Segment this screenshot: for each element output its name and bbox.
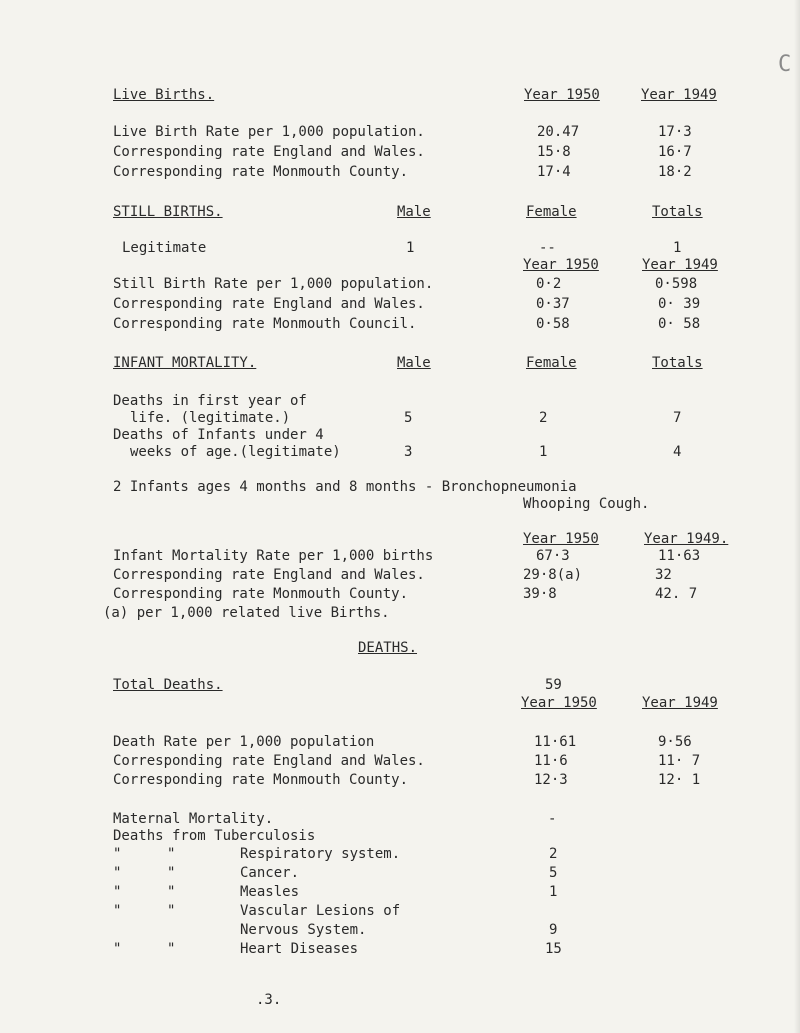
maternal-mortality-label: Maternal Mortality. [113, 811, 274, 827]
cause-value: 5 [549, 865, 558, 881]
still-births-row-label: Corresponding rate Monmouth Council. [113, 316, 417, 332]
infant-deaths-four-weeks-label: weeks of age.(legitimate) [130, 444, 341, 460]
infant-deaths-first-year-male: 5 [404, 410, 413, 426]
cause-label: Nervous System. [240, 922, 367, 938]
still-births-row-label: Still Birth Rate per 1,000 population. [113, 276, 434, 292]
infant-deaths-first-year-female: 2 [539, 410, 548, 426]
infant-mortality-row-label: Infant Mortality Rate per 1,000 births [113, 548, 434, 564]
still-births-legit-male: 1 [406, 240, 415, 256]
infant-deaths-first-year-label: life. (legitimate.) [130, 410, 291, 426]
infant-deaths-four-weeks-female: 1 [539, 444, 548, 460]
deaths-row-1950: 12·3 [534, 772, 568, 788]
cause-value: 1 [549, 884, 558, 900]
deaths-row-1949: 9·56 [658, 734, 692, 750]
still-births-col-male: Male [397, 204, 431, 220]
total-deaths-label: Total Deaths. [113, 677, 223, 693]
page-edge-shadow [794, 0, 800, 1033]
cause-label: Respiratory system. [240, 846, 401, 862]
ditto-mark: " [167, 903, 176, 919]
infant-mortality-row-1949: 11·63 [658, 548, 701, 564]
still-births-col-1949: Year 1949 [642, 257, 718, 273]
infant-mortality-footnote: (a) per 1,000 related live Births. [103, 605, 390, 621]
infant-mortality-row-1950: 29·8(a) [523, 567, 583, 583]
cause-value: 2 [549, 846, 558, 862]
cause-label: Vascular Lesions of [240, 903, 401, 919]
deaths-row-1950: 11·61 [534, 734, 577, 750]
page-number: .3. [256, 992, 282, 1008]
still-births-row-1949: 0·598 [655, 276, 698, 292]
still-births-row-1950: 0·58 [536, 316, 570, 332]
live-births-row-label: Corresponding rate England and Wales. [113, 144, 425, 160]
deaths-col-1949: Year 1949 [642, 695, 718, 711]
infant-mortality-row-label: Corresponding rate England and Wales. [113, 567, 425, 583]
ditto-mark: " [167, 846, 176, 862]
ditto-mark: " [167, 865, 176, 881]
infant-mortality-row-1950: 67·3 [536, 548, 570, 564]
live-births-row-1950: 20.47 [537, 124, 580, 140]
infant-mortality-heading: INFANT MORTALITY. [113, 355, 257, 371]
infant-mortality-row-label: Corresponding rate Monmouth County. [113, 586, 409, 602]
live-births-row-1950: 15·8 [537, 144, 571, 160]
total-deaths-value: 59 [545, 677, 562, 693]
live-births-row-1950: 17·4 [537, 164, 571, 180]
still-births-row-label: Corresponding rate England and Wales. [113, 296, 425, 312]
still-births-legit-total: 1 [673, 240, 682, 256]
ditto-mark: " [113, 941, 122, 957]
still-births-col-1950: Year 1950 [523, 257, 599, 273]
live-births-col-1949: Year 1949 [641, 87, 717, 103]
deaths-row-label: Death Rate per 1,000 population [113, 734, 375, 750]
live-births-row-1949: 16·7 [658, 144, 692, 160]
ditto-mark: " [167, 941, 176, 957]
live-births-row-1949: 17·3 [658, 124, 692, 140]
still-births-col-female: Female [526, 204, 577, 220]
ditto-mark: " [113, 903, 122, 919]
maternal-mortality-value: - [548, 811, 557, 827]
still-births-legit-label: Legitimate [122, 240, 207, 256]
cause-label: Heart Diseases [240, 941, 359, 957]
still-births-legit-female: -- [539, 240, 556, 256]
infant-mortality-col-male: Male [397, 355, 431, 371]
infant-deaths-four-weeks-label: Deaths of Infants under 4 [113, 427, 324, 443]
cause-value: 15 [545, 941, 562, 957]
infant-mortality-col-totals: Totals [652, 355, 703, 371]
infant-mortality-col-1950: Year 1950 [523, 531, 599, 547]
live-births-row-1949: 18·2 [658, 164, 692, 180]
deaths-row-label: Corresponding rate England and Wales. [113, 753, 425, 769]
infant-deaths-four-weeks-male: 3 [404, 444, 413, 460]
ditto-mark: " [167, 884, 176, 900]
infant-cause-note: Whooping Cough. [523, 496, 650, 512]
ditto-mark: " [113, 865, 122, 881]
still-births-col-totals: Totals [652, 204, 703, 220]
deaths-row-1950: 11·6 [534, 753, 568, 769]
deaths-row-label: Corresponding rate Monmouth County. [113, 772, 409, 788]
infant-mortality-row-1949: 32 [655, 567, 672, 583]
infant-deaths-four-weeks-total: 4 [673, 444, 682, 460]
still-births-row-1950: 0·2 [536, 276, 562, 292]
ditto-mark: " [113, 884, 122, 900]
still-births-row-1949: 0· 58 [658, 316, 701, 332]
live-births-row-label: Corresponding rate Monmouth County. [113, 164, 409, 180]
live-births-row-label: Live Birth Rate per 1,000 population. [113, 124, 425, 140]
cause-label: Cancer. [240, 865, 300, 881]
live-births-col-1950: Year 1950 [524, 87, 600, 103]
infant-mortality-col-1949: Year 1949. [644, 531, 729, 547]
cause-value: 9 [549, 922, 558, 938]
deaths-row-1949: 11· 7 [658, 753, 701, 769]
corner-mark: C [778, 52, 792, 77]
still-births-row-1950: 0·37 [536, 296, 570, 312]
infant-mortality-col-female: Female [526, 355, 577, 371]
ditto-mark: " [113, 846, 122, 862]
still-births-row-1949: 0· 39 [658, 296, 701, 312]
infant-cause-note: 2 Infants ages 4 months and 8 months - Bronchopneumonia [113, 479, 577, 495]
live-births-heading: Live Births. [113, 87, 215, 103]
deaths-heading: DEATHS. [358, 640, 418, 656]
infant-mortality-row-1949: 42. 7 [655, 586, 698, 602]
still-births-heading: STILL BIRTHS. [113, 204, 223, 220]
deaths-col-1950: Year 1950 [521, 695, 597, 711]
infant-deaths-first-year-label: Deaths in first year of [113, 393, 307, 409]
deaths-row-1949: 12· 1 [658, 772, 701, 788]
tuberculosis-label: Deaths from Tuberculosis [113, 828, 316, 844]
cause-label: Measles [240, 884, 300, 900]
infant-mortality-row-1950: 39·8 [523, 586, 557, 602]
infant-deaths-first-year-total: 7 [673, 410, 682, 426]
